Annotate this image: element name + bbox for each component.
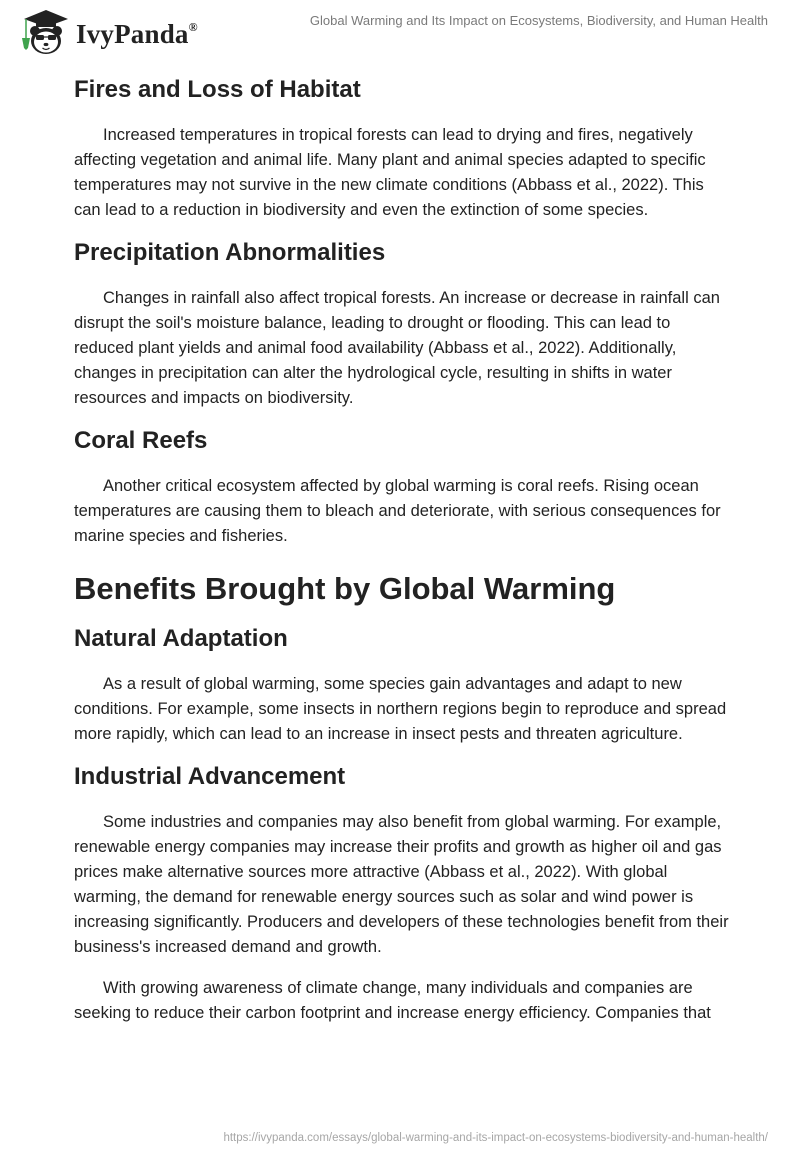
registered-mark: ® (188, 19, 198, 34)
paragraph: Another critical ecosystem affected by global warming is coral reefs. Rising ocean temperatures are causing them to bleach and deteriorate, with serious consequences for marine species and fisheries. (74, 477, 721, 545)
panda-graduate-icon (16, 6, 74, 58)
paragraph: With growing awareness of climate change, many individuals and companies are seeking to reduce their carbon footprint and increase energy efficiency. Companies that (74, 979, 711, 1022)
chapter-heading: Benefits Brought by Global Warming (74, 571, 616, 606)
paragraph: Increased temperatures in tropical forests can lead to drying and fires, negatively affecting vegetation and animal life. Many plant and animal species adapted to specific temperatures may not survive in the new climate conditions (Abbass et al., 2022). This can lead to a reduction in biodiversity and even the extinction of some species. (74, 126, 706, 219)
section-heading: Industrial Advancement (74, 763, 346, 790)
section-heading: Precipitation Abnormalities (74, 239, 386, 266)
paragraph: As a result of global warming, some species gain advantages and adapt to new conditions. For example, some insects in northern regions begin to reproduce and spread more rapidly, which can lead to an increase in insect pests and threaten agriculture. (74, 675, 727, 743)
source-url[interactable]: https://ivypanda.com/essays/global-warming-and-its-impact-on-ecosystems-biodiversity-and-human-health/ (223, 1132, 768, 1144)
page-header (0, 0, 800, 60)
section-heading: Coral Reefs (74, 427, 208, 454)
logo-wordmark: IvyPanda® (76, 18, 198, 49)
section-heading: Natural Adaptation (74, 625, 288, 652)
section-heading: Fires and Loss of Habitat (74, 76, 361, 103)
article-body (74, 70, 734, 1026)
document-title: Global Warming and Its Impact on Ecosystems, Biodiversity, and Human Health (309, 13, 768, 28)
ivypanda-logo[interactable] (16, 6, 198, 58)
paragraph: Some industries and companies may also benefit from global warming. For example, renewable energy companies may increase their profits and growth as higher oil and gas prices make alternative sources more attractive (Abbass et al., 2022). With global warming, the demand for renewable energy sources such as solar and wind power is increasing significantly. Producers and developers of these technologies benefit from their business's increased demand and growth. (74, 813, 729, 956)
paragraph: Changes in rainfall also affect tropical forests. An increase or decrease in rainfall can disrupt the soil's moisture balance, leading to drought or flooding. This can lead to reduced plant yields and animal food availability (Abbass et al., 2022). Additionally, changes in precipitation can alter the hydrological cycle, resulting in shifts in water resources and impacts on biodiversity. (74, 289, 720, 407)
